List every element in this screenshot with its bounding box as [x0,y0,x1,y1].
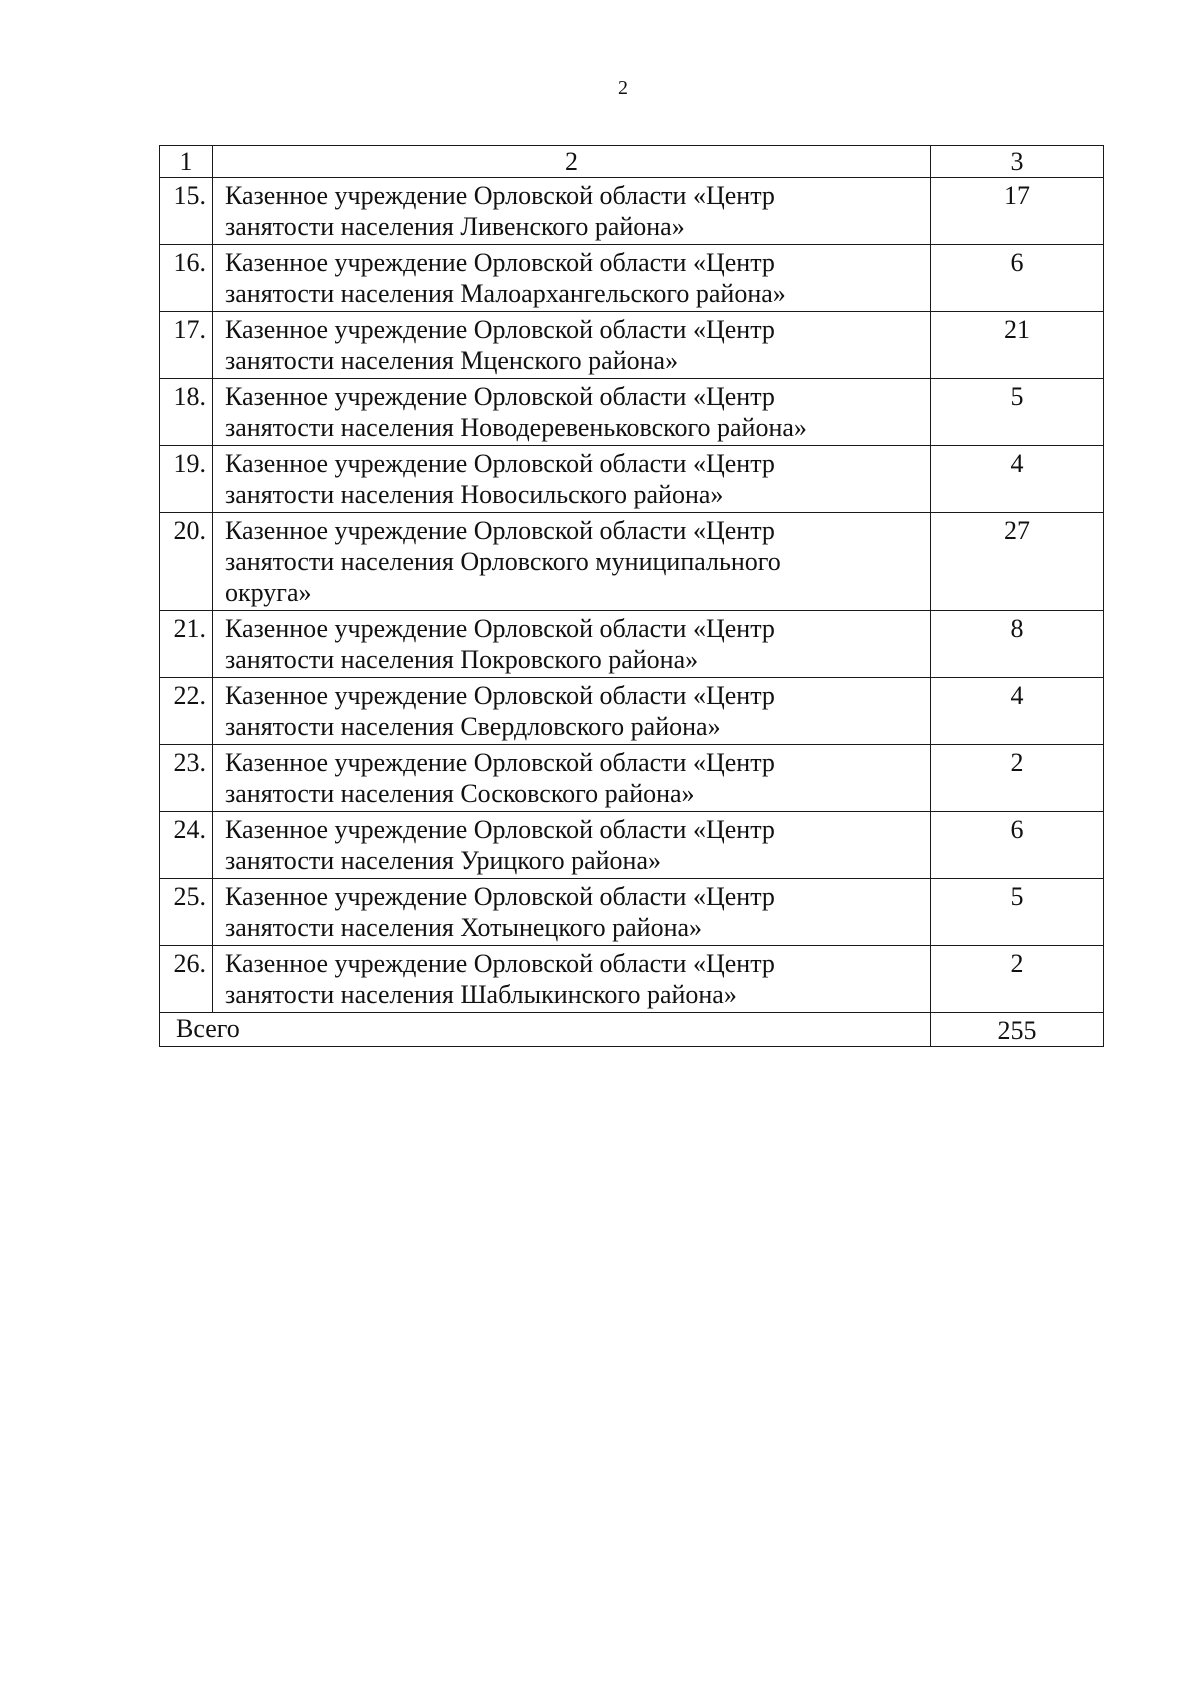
row-number: 15. [160,178,213,245]
row-number: 20. [160,513,213,611]
row-number: 23. [160,745,213,812]
table-row [160,745,1104,812]
row-number: 21. [160,611,213,678]
institution-name: Казенное учреждение Орловской области «Центр занятости населения Новодеревеньковского района» [213,379,931,446]
row-value: 17 [931,178,1104,245]
table-row [160,812,1104,879]
employment-centers-table [159,145,1104,1047]
total-label: Всего [160,1013,931,1047]
page-number: 2 [618,77,628,99]
institution-name: Казенное учреждение Орловской области «Центр занятости населения Новосильского района» [213,446,931,513]
row-number: 17. [160,312,213,379]
row-value: 8 [931,611,1104,678]
table-total-row [160,1013,1104,1047]
table-row [160,312,1104,379]
table-row [160,513,1104,611]
row-number: 22. [160,678,213,745]
row-value: 5 [931,879,1104,946]
institution-name: Казенное учреждение Орловской области «Центр занятости населения Мценского района» [213,312,931,379]
row-value: 27 [931,513,1104,611]
institution-name: Казенное учреждение Орловской области «Центр занятости населения Свердловского района» [213,678,931,745]
table-row [160,678,1104,745]
header-cell-2: 2 [213,146,931,178]
institution-name: Казенное учреждение Орловской области «Центр занятости населения Шаблыкинского района» [213,946,931,1013]
row-value: 4 [931,678,1104,745]
row-number: 25. [160,879,213,946]
row-number: 19. [160,446,213,513]
institution-name: Казенное учреждение Орловской области «Центр занятости населения Сосковского района» [213,745,931,812]
row-value: 6 [931,812,1104,879]
row-number: 24. [160,812,213,879]
row-number: 16. [160,245,213,312]
table-row [160,178,1104,245]
institution-name: Казенное учреждение Орловской области «Центр занятости населения Хотынецкого района» [213,879,931,946]
row-number: 26. [160,946,213,1013]
row-value: 6 [931,245,1104,312]
table-header-row [160,146,1104,178]
total-value: 255 [931,1013,1104,1047]
institution-name: Казенное учреждение Орловской области «Центр занятости населения Орловского муниципального округа» [213,513,931,611]
institution-name: Казенное учреждение Орловской области «Центр занятости населения Малоархангельского района» [213,245,931,312]
table-row [160,245,1104,312]
institution-name: Казенное учреждение Орловской области «Центр занятости населения Ливенского района» [213,178,931,245]
row-value: 4 [931,446,1104,513]
table-row [160,879,1104,946]
institution-name: Казенное учреждение Орловской области «Центр занятости населения Покровского района» [213,611,931,678]
table-row [160,446,1104,513]
table-row [160,611,1104,678]
row-value: 5 [931,379,1104,446]
table-row [160,379,1104,446]
header-cell-3: 3 [931,146,1104,178]
row-number: 18. [160,379,213,446]
header-cell-1: 1 [160,146,213,178]
row-value: 2 [931,946,1104,1013]
institution-name: Казенное учреждение Орловской области «Центр занятости населения Урицкого района» [213,812,931,879]
row-value: 2 [931,745,1104,812]
table-row [160,946,1104,1013]
row-value: 21 [931,312,1104,379]
